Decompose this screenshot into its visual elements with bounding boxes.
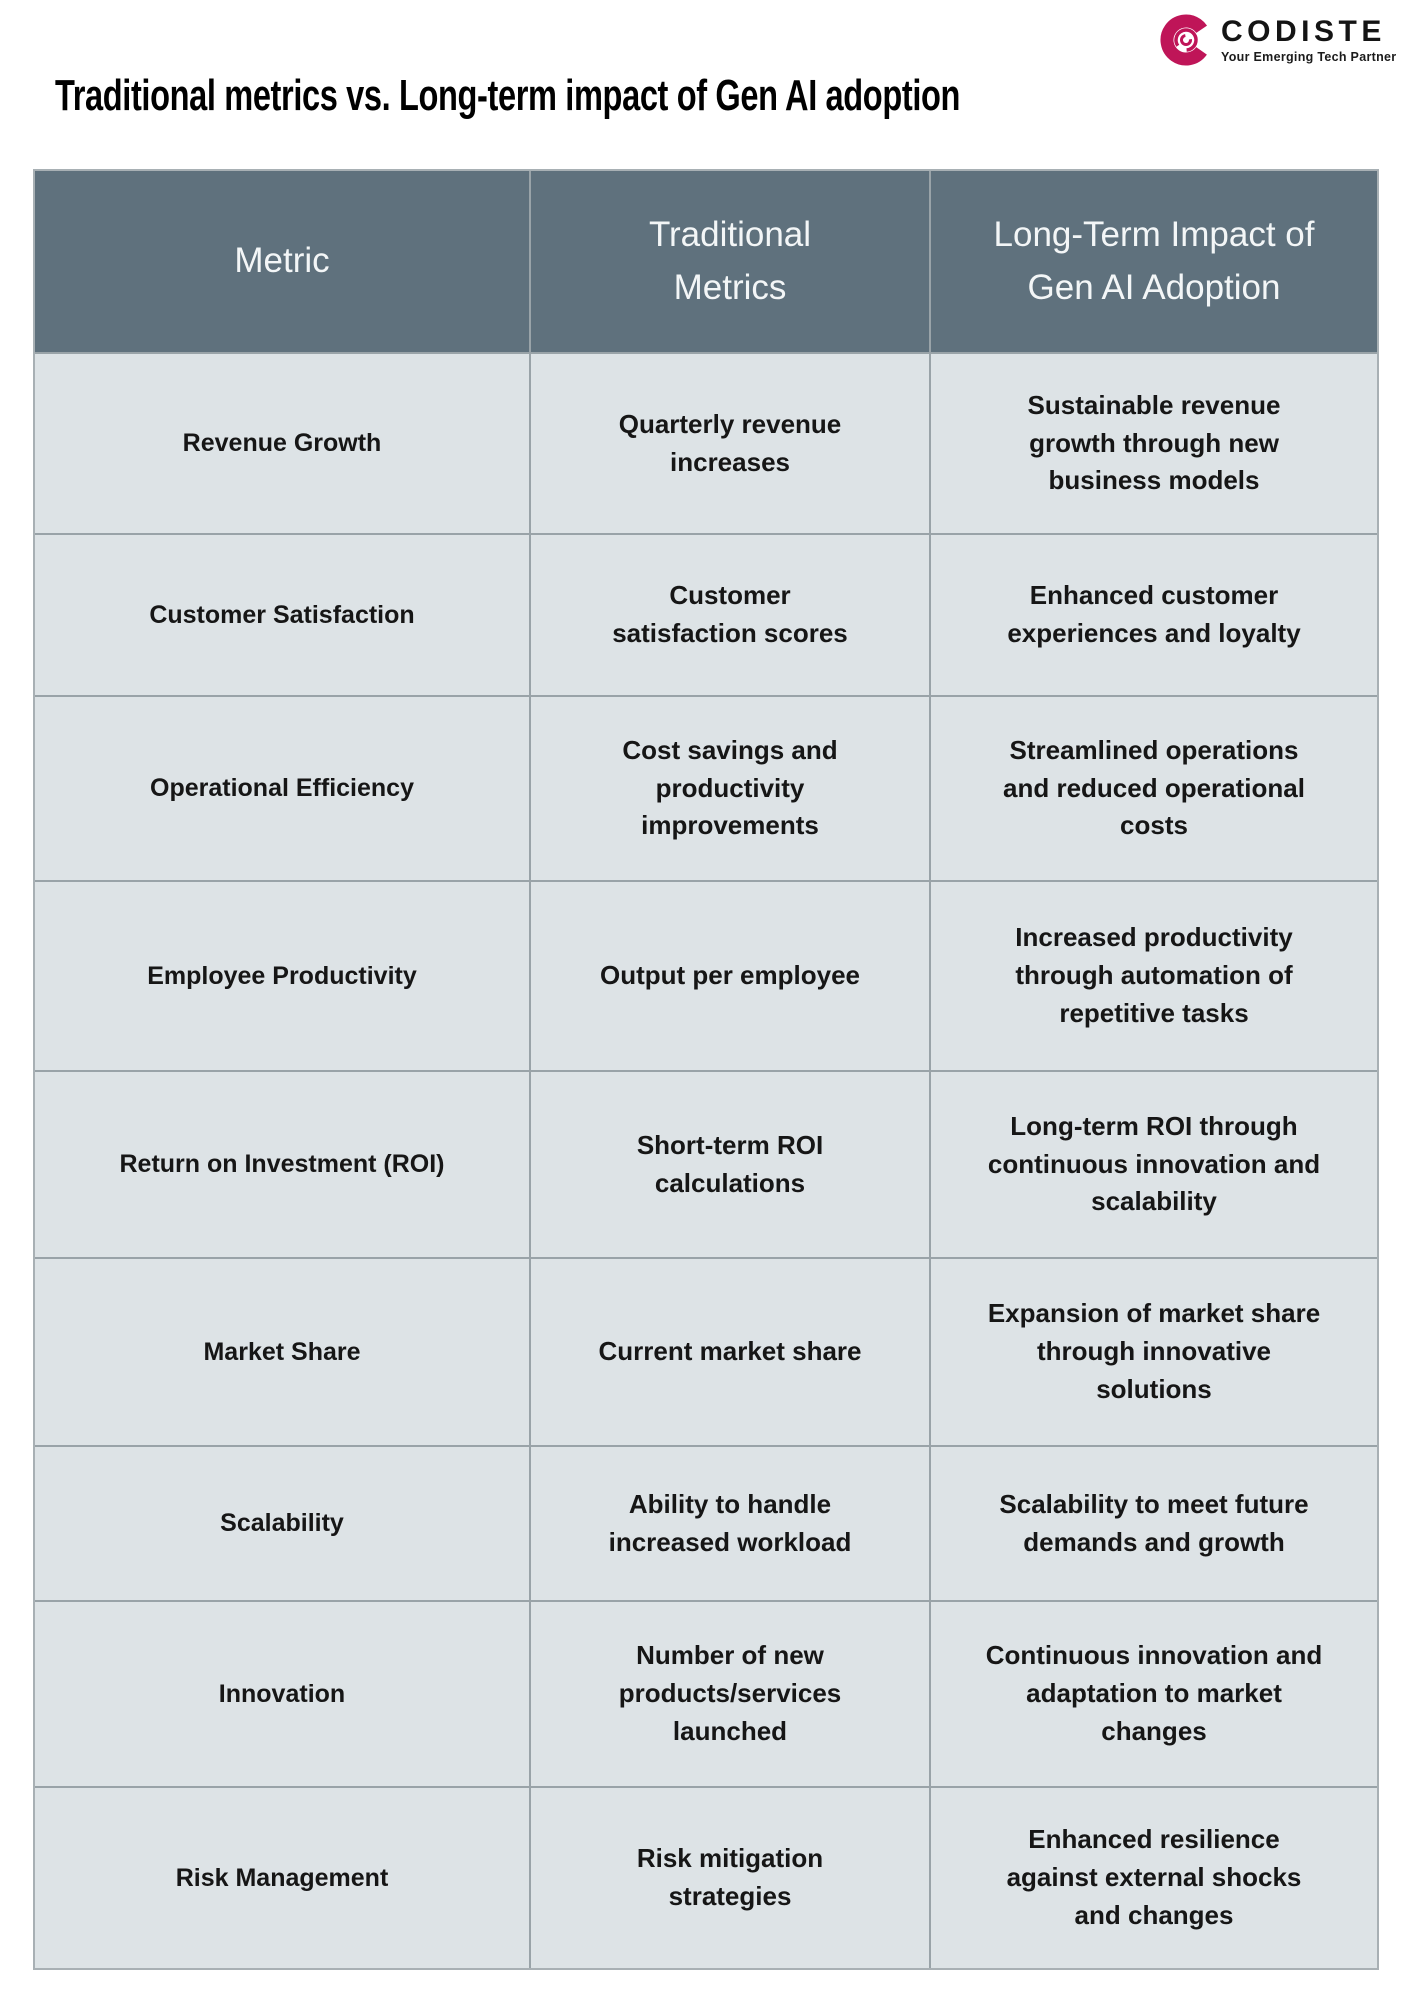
cell-metric: Operational Efficiency [35,697,529,880]
cell-metric: Risk Management [35,1788,529,1968]
cell-longterm: Enhanced resilience against external shocks and changes [931,1788,1377,1968]
cell-traditional: Customer satisfaction scores [531,535,929,695]
cell-traditional: Risk mitigation strategies [531,1788,929,1968]
cell-traditional: Quarterly revenue increases [531,354,929,533]
codiste-logo [1160,14,1396,66]
cell-longterm: Expansion of market share through innovative solutions [931,1259,1377,1445]
cell-longterm: Sustainable revenue growth through new business models [931,354,1377,533]
comparison-table [33,169,1379,1970]
cell-longterm: Increased productivity through automation of repetitive tasks [931,882,1377,1070]
cell-metric: Scalability [35,1447,529,1600]
codiste-logo-icon [1160,14,1212,66]
cell-longterm: Continuous innovation and adaptation to market changes [931,1602,1377,1786]
cell-traditional: Number of new products/services launched [531,1602,929,1786]
cell-metric: Innovation [35,1602,529,1786]
cell-metric: Customer Satisfaction [35,535,529,695]
cell-longterm: Long-term ROI through continuous innovation and scalability [931,1072,1377,1257]
header-cell-longterm-impact: Long-Term Impact of Gen AI Adoption [931,171,1377,352]
header-cell-traditional-metrics: Traditional Metrics [531,171,929,352]
brand-tagline: Your Emerging Tech Partner [1221,49,1397,64]
cell-traditional: Short-term ROI calculations [531,1072,929,1257]
cell-longterm: Scalability to meet future demands and growth [931,1447,1377,1600]
cell-traditional: Output per employee [531,882,929,1070]
cell-traditional: Current market share [531,1259,929,1445]
header-cell-metric: Metric [35,171,529,352]
brand-name: CODISTE [1221,14,1386,48]
cell-metric: Employee Productivity [35,882,529,1070]
cell-traditional: Cost savings and productivity improvements [531,697,929,880]
page-title: Traditional metrics vs. Long-term impact of Gen AI adoption [55,71,961,120]
cell-longterm: Streamlined operations and reduced operational costs [931,697,1377,880]
cell-metric: Revenue Growth [35,354,529,533]
logo-text [1221,14,1397,64]
cell-metric: Market Share [35,1259,529,1445]
cell-metric: Return on Investment (ROI) [35,1072,529,1257]
cell-longterm: Enhanced customer experiences and loyalty [931,535,1377,695]
cell-traditional: Ability to handle increased workload [531,1447,929,1600]
